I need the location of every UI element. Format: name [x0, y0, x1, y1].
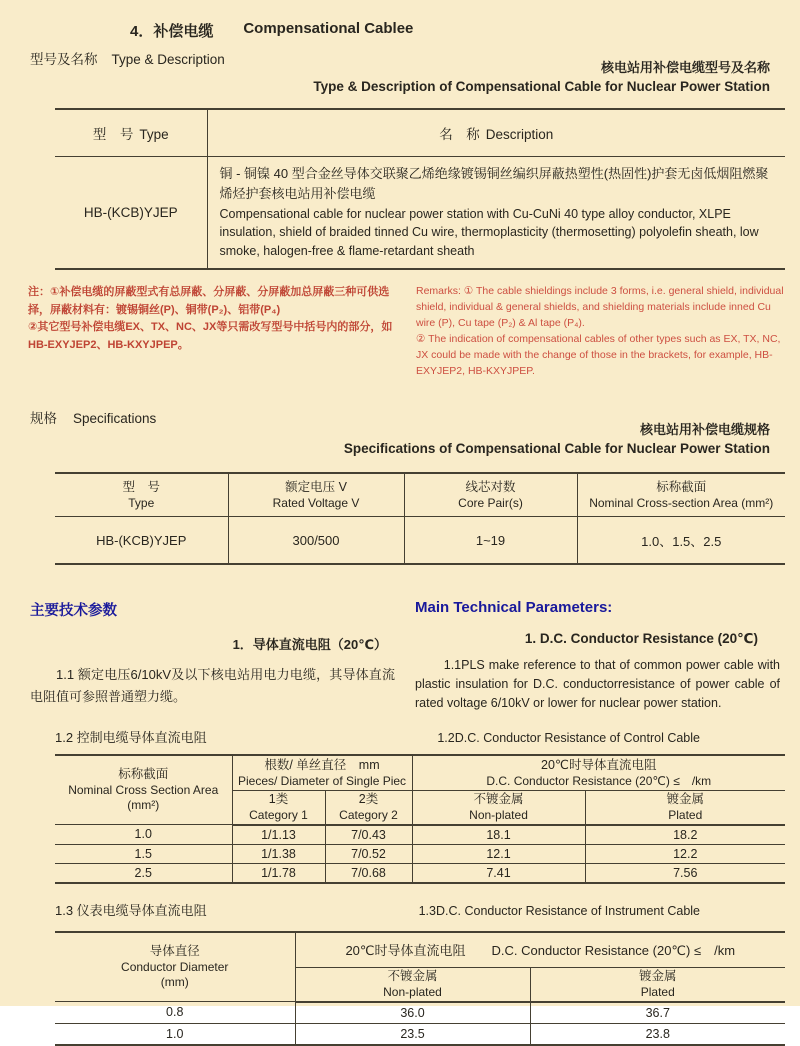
description-en: Compensational cable for nuclear power station with Cu-CuNi 40 type alloy conductor, XLPE insulation, shield of braided tinned Cu wire, thermoplasticity (thermosetting) polyolefin sheath, low smoke, halogen-free & flame-retardant sheath [219, 206, 759, 258]
plated-en: Plated [668, 808, 703, 823]
notes-block [0, 270, 800, 380]
spec-header-area-zh: 标称截面 [656, 480, 707, 495]
spec-cell-type: HB-(KCB)YJEP [55, 517, 228, 565]
right-title-en: Type & Description of Compensational Cable for Nuclear Power Station [313, 79, 770, 94]
control-header-res-en: D.C. Conductor Resistance (20℃) ≤ /km [486, 773, 712, 788]
control-cell: 1/1.78 [232, 863, 325, 883]
cat1-en: Category 1 [249, 808, 308, 823]
header-type-zh: 型 号 [92, 127, 134, 142]
control-cell: 7/0.52 [325, 844, 412, 863]
instrument-cell: 0.8 [55, 1002, 295, 1024]
params-heading-zh: 主要技术参数 [30, 603, 117, 620]
plated-zh: 镀金属 [638, 969, 677, 984]
cat2-zh: 2类 [358, 792, 379, 807]
params-p11-zh: 1.1 额定电压6/10kV及以下核电站用电力电缆，其导体直流电阻值可参照普通塑力缆。 [30, 667, 395, 704]
control-subheader-cat1 [232, 791, 325, 825]
params-heading-en: Main Technical Parameters: [415, 599, 613, 617]
control-header-area-zh: 标称截面 [118, 766, 169, 781]
control-cell: 1/1.38 [232, 844, 325, 863]
control-cell: 1.5 [55, 844, 232, 863]
table-row [55, 825, 785, 845]
control-subheader-cat2 [325, 791, 412, 825]
spec-header-voltage [228, 473, 404, 517]
instrument-cell: 23.5 [295, 1023, 530, 1045]
params-col-zh [30, 599, 395, 712]
spec-header-type-zh: 型 号 [122, 480, 160, 495]
note-en-1: Remarks: ① The cable shieldings include 3 forms, i.e. general shield, individual shield, individual & general shields, and shielding materials include inned Cu wire (P), Cu tape (P₂) & Al tape (P₄). [416, 284, 784, 329]
cat1-zh: 1类 [268, 792, 289, 807]
spec-right-titles [344, 419, 770, 456]
spec-header-voltage-en: Rated Voltage V [272, 496, 360, 511]
notes-en [416, 284, 788, 380]
page-title [130, 20, 800, 41]
subsection-1-2 [0, 713, 800, 746]
control-header-area-unit: (mm²) [127, 798, 160, 813]
nonplated-zh: 不镀金属 [473, 792, 524, 807]
type-table-header-type [55, 109, 207, 157]
params-col-en [415, 599, 790, 712]
table-row [55, 1023, 785, 1045]
cell-type-value: HB-(KCB)YJEP [55, 157, 207, 269]
section-header-row [0, 41, 800, 76]
control-subheader-plated [585, 791, 785, 825]
control-cell: 2.5 [55, 863, 232, 883]
cell-description [207, 157, 785, 269]
spec-table-row [55, 517, 785, 565]
control-header-res-zh: 20℃时导体直流电阻 [541, 757, 657, 772]
dia-en: Conductor Diameter [121, 959, 229, 974]
type-desc-label-en: Type & Description [111, 52, 225, 67]
control-cell: 18.2 [585, 825, 785, 845]
instrument-header-diameter [55, 932, 295, 1002]
instrument-cell: 23.8 [645, 1026, 670, 1041]
control-cell: 18.1 [412, 825, 585, 845]
params-s1-en: 1. D.C. Conductor Resistance (20℃) [524, 631, 758, 647]
spec-header-voltage-zh: 额定电压 V [285, 480, 347, 495]
instrument-cell: 36.0 [295, 1002, 530, 1024]
s13-en: 1.3D.C. Conductor Resistance of Instrument Cable [418, 903, 700, 918]
subsection-1-3 [0, 884, 800, 919]
spec-cell-area: 1.0、1.5、2.5 [641, 533, 722, 549]
control-header-pieces-en: Pieces/ Diameter of Single Piec [237, 773, 407, 788]
type-table-header-desc [207, 109, 785, 157]
control-header-pieces [232, 755, 412, 791]
s12-zh: 1.2 控制电缆导体直流电阻 [55, 729, 207, 745]
instrument-cell: 1.0 [55, 1023, 295, 1045]
header-desc-zh: 名 称 [439, 127, 480, 142]
control-cell: 7/0.43 [325, 825, 412, 845]
right-title-zh: 核电站用补偿电缆型号及名称 [600, 60, 770, 75]
instrument-res-en: D.C. Conductor Resistance (20℃) ≤ /km [491, 942, 736, 958]
notes-zh [28, 284, 400, 380]
type-table [55, 108, 785, 270]
spec-header-type-en: Type [128, 496, 155, 511]
spec-heading-row [0, 379, 800, 456]
header-type-en: Type [139, 127, 169, 142]
control-subheader-nonplated [412, 791, 585, 825]
dia-zh: 导体直径 [149, 943, 200, 958]
note-zh-2: ②其它型号补偿电缆EX、TX、NC、JX等只需改写型号中括号内的部分，如HB-EXYJEP2、HB-KXYJPEP。 [28, 321, 393, 352]
type-table-header-row [55, 109, 785, 157]
control-cell: 12.1 [412, 844, 585, 863]
control-cell: 7/0.68 [325, 863, 412, 883]
plated-en: Plated [640, 985, 675, 1000]
dia-unit: (mm) [160, 975, 189, 990]
header-desc-en: Description [485, 127, 554, 142]
instrument-subheader-nonplated [295, 968, 530, 1002]
type-desc-label [30, 48, 225, 68]
plated-zh: 镀金属 [666, 792, 705, 807]
spec-table [55, 472, 785, 565]
page-title-en: Compensational Cablee [243, 20, 414, 37]
spec-header-corepairs-en: Core Pair(s) [458, 496, 523, 511]
instrument-res-zh: 20℃时导体直流电阻 [345, 942, 466, 958]
instrument-cell: 36.7 [530, 1002, 785, 1024]
control-table-group-row [55, 755, 785, 791]
instrument-subheader-plated [530, 968, 785, 1002]
control-cell: 1.0 [55, 825, 232, 845]
control-header-area [55, 755, 232, 825]
control-cell: 1/1.13 [232, 825, 325, 845]
spec-table-header-row [55, 473, 785, 517]
spec-header-area [577, 473, 785, 517]
spec-label-zh: 规格 [30, 411, 57, 427]
s13-zh: 1.3 仪表电缆导体直流电阻 [55, 902, 207, 918]
s12-en: 1.2D.C. Conductor Resistance of Control Cable [437, 730, 700, 745]
note-en-2: ② The indication of compensational cables of other types such as EX, TX, NC, JX could be made with the change of those in the brackets, for example, HB-EXYJEP2, HB-KXYJPEP. [416, 332, 781, 377]
type-table-row [55, 157, 785, 269]
control-table [55, 754, 785, 884]
description-zh: 铜 - 铜镍 40 型合金丝导体交联聚乙烯绝缘镀锡铜丝编织屏蔽热塑性(热固性)护套无卤低烟阻燃聚烯烃护套核电站用补偿电缆 [219, 166, 769, 201]
main-parameters-block [0, 565, 800, 712]
control-cell: 12.2 [585, 844, 785, 863]
control-cell: 7.41 [412, 863, 585, 883]
instrument-header-resistance [295, 932, 785, 968]
table-row [55, 844, 785, 863]
spec-header-corepairs-zh: 线芯对数 [465, 480, 516, 495]
control-header-pieces-zh: 根数/ 单丝直径 mm [264, 757, 380, 772]
spec-header-type [55, 473, 228, 517]
control-header-resistance [412, 755, 785, 791]
table-row [55, 863, 785, 883]
spec-label-en: Specifications [73, 411, 157, 427]
nonplated-en: Non-plated [383, 985, 442, 1000]
spec-header-area-en: Nominal Cross-section Area (mm²) [589, 496, 774, 511]
spec-right-title-en: Specifications of Compensational Cable for Nuclear Power Station [343, 441, 770, 457]
spec-header-corepairs [404, 473, 577, 517]
params-s1-zh: 1．导体直流电阻（20℃） [232, 637, 387, 653]
note-zh-1: 注：①补偿电缆的屏蔽型式有总屏蔽、分屏蔽、分屏蔽加总屏蔽三种可供选择，屏蔽材料有：镀锡铜丝(P)、铜带(P₂)、铝带(P₄) [28, 285, 390, 316]
instrument-table-group-row [55, 932, 785, 968]
cat2-en: Category 2 [339, 808, 398, 823]
control-cell: 7.56 [673, 865, 698, 880]
spec-right-title-zh: 核电站用补偿电缆规格 [639, 422, 770, 438]
table-row [55, 1002, 785, 1024]
nonplated-zh: 不镀金属 [387, 969, 438, 984]
nonplated-en: Non-plated [469, 808, 528, 823]
control-header-area-en: Nominal Cross Section Area [68, 782, 219, 797]
spec-label [30, 407, 156, 427]
type-desc-label-zh: 型号及名称 [30, 52, 98, 67]
params-p11-en: 1.1PLS make reference to that of common power cable with plastic insulation for D.C. conductorresistance of power cable of rated voltage 6/10kV or lower for nuclear power station. [415, 658, 780, 710]
instrument-table [55, 931, 785, 1046]
spec-cell-voltage: 300/500 [228, 517, 404, 565]
spec-cell-corepairs: 1~19 [404, 517, 577, 565]
page-title-zh: 4．补偿电缆 [130, 23, 214, 40]
